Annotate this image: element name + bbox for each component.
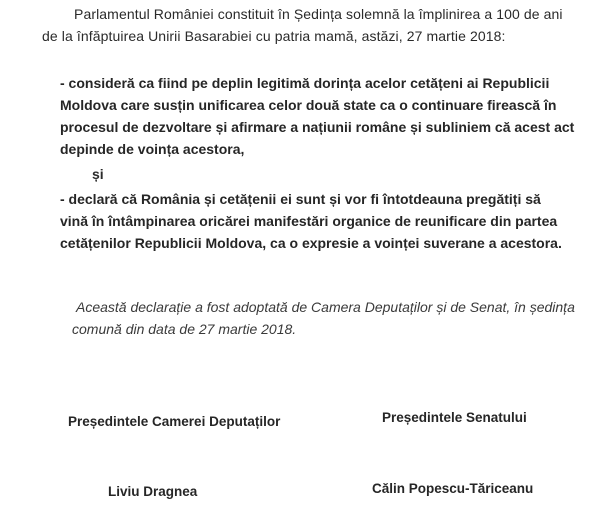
clause2-line-2: vină în întâmpinarea oricărei manifestări organice de reunificare din partea — [60, 213, 558, 229]
adoption-statement — [72, 296, 586, 340]
chamber-president-name: Liviu Dragnea — [108, 484, 198, 499]
conjunction-and: și — [92, 166, 104, 182]
chamber-president-title: Președintele Camerei Deputaților — [68, 414, 281, 429]
clause-declares — [60, 188, 600, 254]
clause-considers — [60, 72, 600, 160]
clause2-line-3: cetățenilor Republicii Moldova, ca o expresie a voinței suverane a acestora. — [60, 235, 562, 251]
intro-paragraph — [42, 3, 582, 47]
clause1-line-1: - consideră ca fiind pe deplin legitimă dorința acelor cetățeni ai Republicii — [60, 75, 550, 91]
clause1-line-3: procesul de dezvoltare și afirmare a națiunii române și subliniem că acest act — [60, 119, 575, 135]
clause2-line-1: - declară că România și cetățenii ei sunt și vor fi întotdeauna pregătiți să — [60, 191, 541, 207]
intro-line-2: de la înfăptuirea Unirii Basarabiei cu patria mamă, astăzi, 27 martie 2018: — [42, 28, 506, 44]
clause1-line-4: depinde de voința acestora, — [60, 141, 245, 157]
intro-line-1: Parlamentul României constituit în Ședința solemnă la împlinirea a 100 de ani — [74, 6, 563, 22]
senate-president-title: Președintele Senatului — [382, 410, 527, 425]
clause1-line-2: Moldova care susțin unificarea celor două state ca o continuare firească în — [60, 97, 557, 113]
adoption-line-2: comună din data de 27 martie 2018. — [72, 321, 297, 337]
adoption-line-1: Această declarație a fost adoptată de Camera Deputaților și de Senat, în ședința — [76, 299, 575, 315]
senate-president-name: Călin Popescu-Tăriceanu — [372, 481, 534, 496]
